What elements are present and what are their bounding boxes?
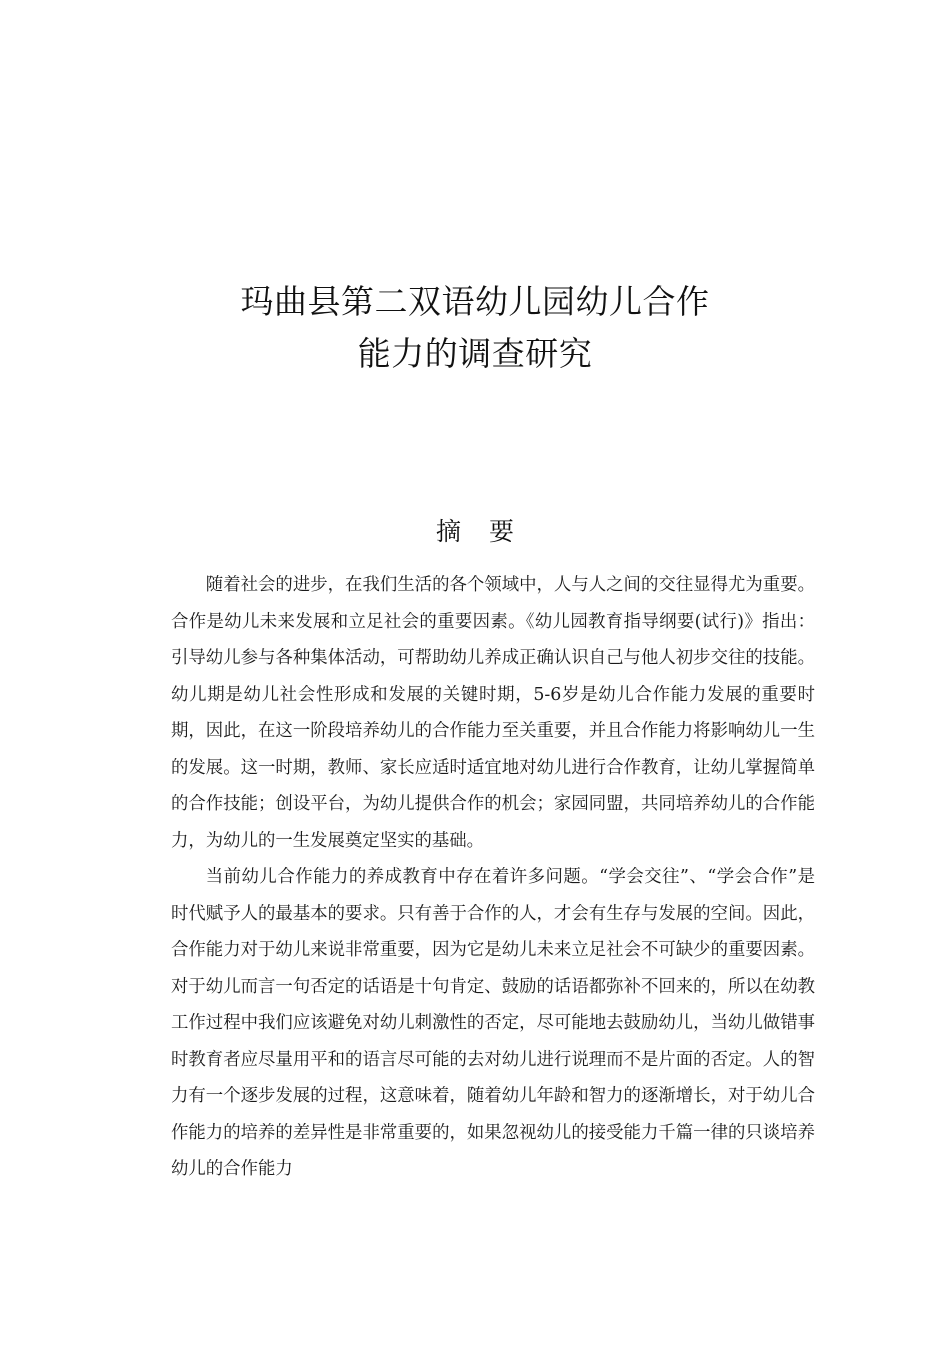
- abstract-paragraph-1: 随着社会的进步，在我们生活的各个领域中，人与人之间的交往显得尤为重要。合作是幼儿未来发展和立足社会的重要因素。《幼儿园教育指导纲要(试行)》指出：引导幼儿参与各种集体活动，可帮助幼儿养成正确认识自己与他人初步交往的技能。幼儿期是幼儿社会性形成和发展的关键时期，5-6岁是幼儿合作能力发展的重要时期，因此，在这一阶段培养幼儿的合作能力至关重要，并且合作能力将影响幼儿一生的发展。这一时期，教师、家长应适时适宜地对幼儿进行合作教育，让幼儿掌握简单的合作技能；创设平台，为幼儿提供合作的机会；家园同盟，共同培养幼儿的合作能力，为幼儿的一生发展奠定坚实的基础。: [171, 575, 815, 851]
- abstract-heading: 摘要: [435, 517, 542, 546]
- document-title: [0, 276, 950, 380]
- abstract-body: [171, 567, 815, 1188]
- title-line-1: 玛曲县第二双语幼儿园幼儿合作: [240, 282, 710, 321]
- title-line-2: 能力的调查研究: [357, 334, 593, 373]
- abstract-paragraph-2: 当前幼儿合作能力的养成教育中存在着许多问题。“学会交往”、“学会合作”是时代赋予人的最基本的要求。只有善于合作的人，才会有生存与发展的空间。因此，合作能力对于幼儿来说非常重要，因为它是幼儿未来立足社会不可缺少的重要因素。对于幼儿而言一句否定的话语是十句肯定、鼓励的话语都弥补不回来的，所以在幼教工作过程中我们应该避免对幼儿刺激性的否定，尽可能地去鼓励幼儿，当幼儿做错事时教育者应尽量用平和的语言尽可能的去对幼儿进行说理而不是片面的否定。人的智力有一个逐步发展的过程，这意味着，随着幼儿年龄和智力的逐渐增长，对于幼儿合作能力的培养的差异性是非常重要的，如果忽视幼儿的接受能力千篇一律的只谈培养幼儿的合作能力: [171, 867, 815, 1179]
